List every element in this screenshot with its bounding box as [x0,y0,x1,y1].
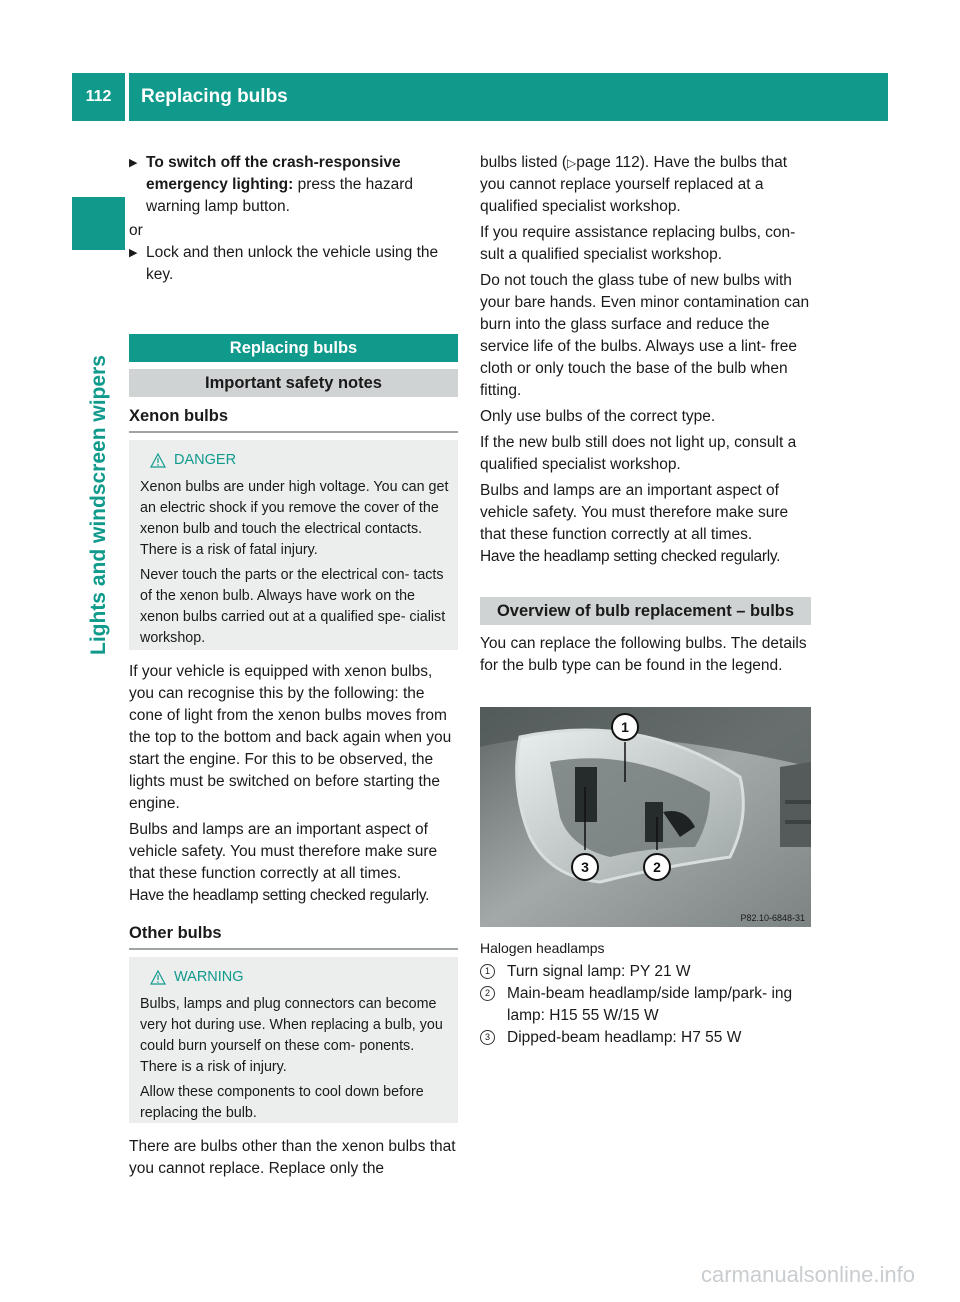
xenon-body [129,661,460,911]
warning-text: Bulbs, lamps and plug connectors can become very hot during use. When replacing a bulb, you could burn yourself on these com- ponents. There is a risk of injury. [140,996,443,1075]
overview-band: Overview of bulb replacement – bulbs [480,597,811,625]
instruction-step [129,242,459,286]
text-run: bulbs listed ( [480,154,568,171]
watermark-text: carmanualsonline.info [700,1262,915,1287]
image-code: P82.10-6848-31 [740,913,805,923]
callout-3 [572,854,598,880]
legend-item [480,961,812,983]
or-text: or [129,222,143,239]
body-paragraph: There are bulbs other than the xenon bulbs that you cannot replace. Replace only the [129,1138,456,1177]
step-bold-text: To switch off the crash-responsive emergency lighting: [146,154,401,193]
legend-item [480,983,812,1027]
danger-box [129,440,458,650]
section-band-title: Replacing bulbs [129,334,458,362]
section-tab-marker [72,197,125,250]
section-tab [72,265,125,665]
warning-label: WARNING [174,969,244,985]
left-column [129,152,459,286]
warning-triangle-icon [150,453,166,468]
legend-text: Turn signal lamp: PY 21 W [507,963,691,980]
page-header-title: Replacing bulbs [129,73,888,121]
danger-label: DANGER [174,452,237,468]
instruction-step [129,152,459,218]
warning-triangle-icon [150,970,166,985]
body-paragraph: Bulbs and lamps are an important aspect of vehicle safety. You must therefore make sure that these function correctly at all times. [480,482,789,543]
legend [480,937,812,1049]
step-text: Lock and then unlock the vehicle using the key. [146,244,439,283]
body-paragraph [480,152,812,218]
other-bulbs-heading: Other bulbs [129,924,458,950]
danger-header [150,450,450,471]
svg-text:3: 3 [581,859,589,875]
text-run: page 112). Have the bulbs that you cannot replace yourself replaced at a qualified specialist workshop. [480,154,788,215]
image-caption: Halogen headlamps [480,940,605,956]
other-bulbs-body [129,1136,459,1184]
body-paragraph: Bulbs and lamps are an important aspect of vehicle safety. You must therefore make sure that these function correctly at all times. [129,821,438,882]
danger-text: Xenon bulbs are under high voltage. You can get an electric shock if you remove the cover of the xenon bulb and touch the electrical contacts. There is a risk of fatal injury. [140,479,449,558]
legend-number: 1 [480,964,495,979]
body-paragraph: If you require assistance replacing bulbs, con- sult a qualified specialist workshop. [480,224,796,263]
headlamp-photo [480,707,811,927]
callout-1 [612,714,638,740]
body-paragraph: If your vehicle is equipped with xenon bulbs, you can recognise this by the following: the cone of light from the xenon bulbs moves from the top to the bottom and back again when you start the engine. For this to be observed, the lights must be switched on before starting the engine. [129,663,452,812]
danger-text: Never touch the parts or the electrical con- tacts of the xenon bulb. Always have work on the xenon bulbs carried out at a qualified spe- cialist workshop. [140,567,446,646]
legend-text: Dipped-beam headlamp: H7 55 W [507,1029,742,1046]
legend-text: Main-beam headlamp/side lamp/park- ing lamp: H15 55 W/15 W [507,985,793,1024]
legend-number: 3 [480,1030,495,1045]
body-paragraph: You can replace the following bulbs. The details for the bulb type can be found in the legend. [480,635,807,674]
body-paragraph: Have the headlamp setting checked regularly. [129,887,430,904]
section-tab-label: Lights and windscreen wipers [86,355,110,655]
warning-text: Allow these components to cool down before replacing the bulb. [140,1084,424,1121]
watermark [0,1262,960,1288]
svg-text:1: 1 [621,719,629,735]
step-arrow-icon: ▶ [129,247,138,259]
callout-2 [644,854,670,880]
body-paragraph: Have the headlamp setting checked regularly. [480,548,781,565]
right-column [480,152,812,572]
section-band-subtitle: Important safety notes [129,369,458,397]
body-paragraph: Do not touch the glass tube of new bulbs with your bare hands. Even minor contamination can burn into the glass surface and reduce the service life of the bulbs. Always use a lint- free cloth or only touch the base of the bulb when fitting. [480,272,810,399]
legend-item [480,1027,812,1049]
page-ref-arrow-icon: ▷ [567,156,577,170]
headlamp-illustration [480,707,811,927]
body-paragraph: If the new bulb still does not light up, consult a qualified specialist workshop. [480,434,797,473]
svg-text:2: 2 [653,859,661,875]
body-paragraph: Only use bulbs of the correct type. [480,408,716,425]
step-arrow-icon: ▶ [129,157,138,169]
warning-header [150,967,450,988]
step-text: press the hazard warning lamp button. [146,176,414,215]
page-number: 112 [72,73,125,121]
xenon-heading: Xenon bulbs [129,407,458,433]
legend-number: 2 [480,986,495,1001]
warning-box [129,957,458,1123]
overview-body [480,633,810,681]
